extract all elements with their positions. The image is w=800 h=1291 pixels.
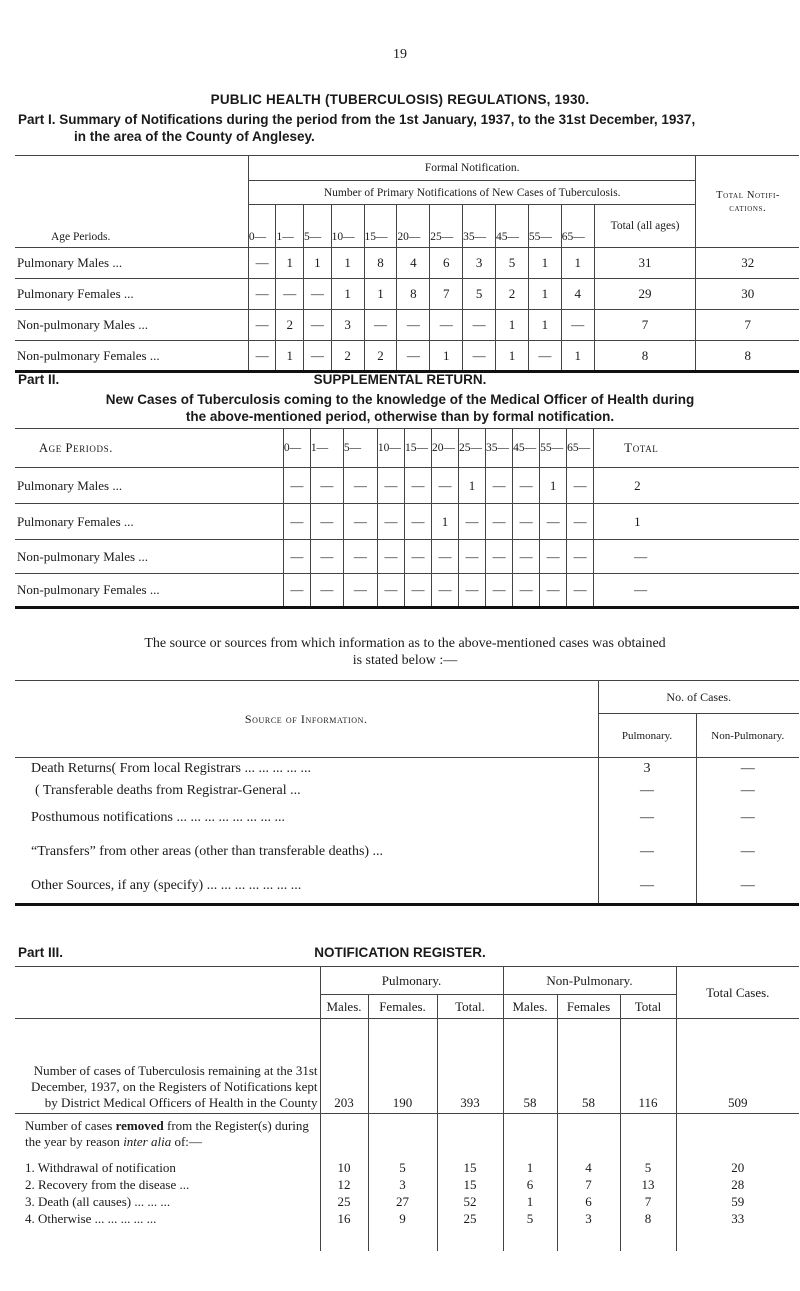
table-cell: — xyxy=(283,574,310,608)
age-periods-header: Age Periods. xyxy=(15,205,248,248)
table-cell: — xyxy=(486,468,513,504)
part2-subheading-cont: the above-mentioned period, otherwise than by formal notification. xyxy=(185,409,615,424)
age-header: 0— xyxy=(283,429,310,468)
non-pulmonary-cell: — xyxy=(740,782,755,798)
table-cell: 28 xyxy=(731,1177,745,1192)
table-cell: 25 xyxy=(320,1194,368,1211)
table-cell: — xyxy=(248,341,276,372)
table-cell: 1 xyxy=(503,1194,557,1211)
table-cell: 1 xyxy=(431,504,458,540)
table-cell: 5 xyxy=(503,1211,557,1251)
table-cell: 7 xyxy=(620,1194,676,1211)
table-cell: — xyxy=(513,504,540,540)
age-header: 35— xyxy=(486,429,513,468)
table-cell: 52 xyxy=(437,1194,503,1211)
table-cell: 15 xyxy=(437,1160,503,1177)
table-cell: — xyxy=(377,574,404,608)
table-cell: 1 xyxy=(528,248,561,279)
non-pulmonary-header: Non-Pulmonary. xyxy=(503,967,676,995)
table-cell: 3 xyxy=(331,310,364,341)
table-cell: — xyxy=(248,279,276,310)
notifications-cell: 8 xyxy=(744,347,751,363)
table-cell: 1 xyxy=(496,341,529,372)
table-cell: 3 xyxy=(463,248,496,279)
age-header: 25— xyxy=(430,205,463,248)
non-pulmonary-cell: — xyxy=(740,760,755,776)
total-cell: 2 xyxy=(634,477,641,493)
removed-row-label: 1. Withdrawal of notification xyxy=(15,1160,320,1177)
age-header: 5— xyxy=(343,429,377,468)
pulmonary-cell: — xyxy=(598,835,696,869)
table-cell: — xyxy=(310,468,343,504)
notifications-cell: 32 xyxy=(741,255,755,270)
table-cell: — xyxy=(404,468,431,504)
row-label: Pulmonary Females ... xyxy=(15,504,283,540)
table-cell: 5 xyxy=(368,1160,437,1177)
total-notifications-header: Total Notifications. xyxy=(716,189,780,214)
table-cell: — xyxy=(397,310,430,341)
table-cell: 2 xyxy=(276,310,304,341)
remaining-cell: 58 xyxy=(503,1019,557,1114)
table-cell: 16 xyxy=(320,1211,368,1251)
age-header: 0— xyxy=(248,205,276,248)
table-cell: 1 xyxy=(540,468,567,504)
table-cell: 33 xyxy=(731,1210,745,1226)
total-cell: 29 xyxy=(594,279,696,310)
no-of-cases-header: No. of Cases. xyxy=(598,681,799,714)
table-cell: — xyxy=(404,504,431,540)
total-header: Total. xyxy=(437,995,503,1019)
table-cell: — xyxy=(304,310,332,341)
table-cell: — xyxy=(567,540,594,574)
table-cell: 1 xyxy=(496,310,529,341)
table-cell: 5 xyxy=(496,248,529,279)
removed-row-label: 2. Recovery from the disease ... xyxy=(15,1177,320,1194)
table-cell: 1 xyxy=(528,310,561,341)
table-cell: 1 xyxy=(304,248,332,279)
table-cell: — xyxy=(431,468,458,504)
table-cell: 1 xyxy=(276,248,304,279)
table-cell: — xyxy=(310,540,343,574)
table-cell: 3 xyxy=(557,1211,620,1251)
notifications-cell: 30 xyxy=(741,286,755,301)
part3-label: Part III. xyxy=(18,945,64,960)
age-header: 5— xyxy=(304,205,332,248)
removed-bold: removed xyxy=(115,1118,164,1133)
table-cell: — xyxy=(463,341,496,372)
table-cell: 12 xyxy=(320,1177,368,1194)
table-cell: 1 xyxy=(430,341,463,372)
table-cell: — xyxy=(567,468,594,504)
pulmonary-cell: — xyxy=(598,869,696,905)
source-table xyxy=(15,680,799,906)
table-cell: — xyxy=(248,310,276,341)
formal-notification-header: Formal Notification. xyxy=(248,156,696,181)
females-header: Females. xyxy=(368,995,437,1019)
table-cell: 6 xyxy=(430,248,463,279)
row-label: Non-pulmonary Females ... xyxy=(15,341,248,372)
table-cell: 2 xyxy=(331,341,364,372)
source-row-label: Other Sources, if any (specify) ... ... ... ... ... ... ... xyxy=(31,877,302,893)
table-cell: 1 xyxy=(528,279,561,310)
table-cell: — xyxy=(377,504,404,540)
table-cell: 3 xyxy=(368,1177,437,1194)
table-cell: — xyxy=(459,540,486,574)
removed-text: of:— xyxy=(171,1134,202,1149)
primary-notifications-header: Number of Primary Notifications of New Cases of Tuberculosis. xyxy=(248,181,696,205)
age-header: 20— xyxy=(431,429,458,468)
table-cell: 1 xyxy=(561,341,594,372)
part2-heading: SUPPLEMENTAL RETURN. xyxy=(313,372,487,387)
removed-row-label: 4. Otherwise ... ... ... ... ... xyxy=(15,1211,320,1251)
table-cell: — xyxy=(377,468,404,504)
table-cell: — xyxy=(404,574,431,608)
remaining-cell: 116 xyxy=(620,1019,676,1114)
pulmonary-header: Pulmonary. xyxy=(320,967,503,995)
males-header: Males. xyxy=(503,995,557,1019)
table-cell: — xyxy=(248,248,276,279)
remaining-cell: 58 xyxy=(557,1019,620,1114)
table-cell: — xyxy=(304,279,332,310)
pulmonary-header: Pulmonary. xyxy=(598,714,696,758)
table-cell: — xyxy=(304,341,332,372)
age-header: 1— xyxy=(276,205,304,248)
table-cell: — xyxy=(431,540,458,574)
remaining-cell: 393 xyxy=(437,1019,503,1114)
table-cell: — xyxy=(404,540,431,574)
removed-text: from the Register(s) during the year by reason xyxy=(25,1118,309,1149)
non-pulmonary-header: Non-Pulmonary. xyxy=(711,729,785,742)
remaining-cell: 203 xyxy=(320,1019,368,1114)
table-cell: 1 xyxy=(561,248,594,279)
remaining-cell: 190 xyxy=(368,1019,437,1114)
table-cell: 27 xyxy=(368,1194,437,1211)
females-header: Females xyxy=(557,995,620,1019)
part1-table xyxy=(15,155,799,373)
table-cell: — xyxy=(343,574,377,608)
table-cell: 5 xyxy=(463,279,496,310)
table-cell: 4 xyxy=(557,1160,620,1177)
source-row-label: Death Returns( From local Registrars ... ... ... ... ... xyxy=(31,760,311,776)
age-header: 65— xyxy=(567,429,594,468)
row-label: Non-pulmonary Males ... xyxy=(15,310,248,341)
table-cell: — xyxy=(513,468,540,504)
table-cell: — xyxy=(343,540,377,574)
age-header: 35— xyxy=(463,205,496,248)
table-cell: — xyxy=(310,574,343,608)
table-cell: — xyxy=(528,341,561,372)
table-cell: — xyxy=(276,279,304,310)
table-cell: — xyxy=(540,540,567,574)
non-pulmonary-cell: — xyxy=(740,843,755,859)
pulmonary-cell: — xyxy=(598,780,696,802)
total-cell: 1 xyxy=(634,513,641,529)
table-cell: — xyxy=(567,574,594,608)
table-cell: — xyxy=(430,310,463,341)
total-cell: — xyxy=(634,582,648,597)
table-cell: — xyxy=(459,504,486,540)
table-cell: — xyxy=(540,504,567,540)
total-cases-header: Total Cases. xyxy=(706,984,770,1000)
row-label: Non-pulmonary Males ... xyxy=(15,540,283,574)
table-cell: — xyxy=(513,574,540,608)
males-header: Males. xyxy=(320,995,368,1019)
pulmonary-cell: 3 xyxy=(598,758,696,780)
table-cell: — xyxy=(364,310,397,341)
table-cell: 7 xyxy=(557,1177,620,1194)
table-cell: 6 xyxy=(503,1177,557,1194)
table-cell: — xyxy=(486,574,513,608)
table-cell: — xyxy=(486,504,513,540)
table-cell: 8 xyxy=(620,1211,676,1251)
row-label: Pulmonary Females ... xyxy=(15,279,248,310)
pulmonary-cell: — xyxy=(598,802,696,835)
source-row-label: Posthumous notifications ... ... ... ... ... ... ... ... xyxy=(31,810,285,825)
age-header: 55— xyxy=(540,429,567,468)
non-pulmonary-cell: — xyxy=(740,877,755,893)
table-cell: — xyxy=(283,468,310,504)
table-cell: 1 xyxy=(331,279,364,310)
table-cell: — xyxy=(310,504,343,540)
table-cell: 4 xyxy=(561,279,594,310)
source-row-label: “Transfers” from other areas (other than transferable deaths) ... xyxy=(31,843,384,859)
table-cell: 8 xyxy=(364,248,397,279)
table-cell: — xyxy=(561,310,594,341)
age-header: 10— xyxy=(331,205,364,248)
age-header: 20— xyxy=(397,205,430,248)
table-cell: — xyxy=(283,540,310,574)
part2-table xyxy=(15,428,799,609)
part1-heading-cont: in the area of the County of Anglesey. xyxy=(74,129,315,144)
removed-row-label: 3. Death (all causes) ... ... ... xyxy=(15,1194,320,1211)
source-note-cont: is stated below :— xyxy=(352,653,458,668)
total-all-ages-header: Total (all ages) xyxy=(594,205,696,248)
part3-heading: NOTIFICATION REGISTER. xyxy=(314,945,486,960)
part2-label: Part II. xyxy=(18,372,60,387)
table-cell: 20 xyxy=(731,1160,745,1175)
non-pulmonary-cell: — xyxy=(740,810,755,825)
table-cell: 25 xyxy=(437,1211,503,1251)
table-cell: — xyxy=(283,504,310,540)
age-header: 65— xyxy=(561,205,594,248)
table-cell: 7 xyxy=(430,279,463,310)
table-cell: 59 xyxy=(731,1194,745,1209)
table-cell: 13 xyxy=(620,1177,676,1194)
total-cell: — xyxy=(634,548,648,564)
age-header: 15— xyxy=(404,429,431,468)
table-cell: 1 xyxy=(331,248,364,279)
table-cell: — xyxy=(463,310,496,341)
row-label: Pulmonary Males ... xyxy=(15,248,248,279)
table-cell: 1 xyxy=(459,468,486,504)
table-cell: 8 xyxy=(397,279,430,310)
age-header: 10— xyxy=(377,429,404,468)
total-header: Total xyxy=(620,995,676,1019)
table-cell: 10 xyxy=(320,1160,368,1177)
age-periods-header: Age Periods. xyxy=(15,429,283,468)
source-header: Source of Information. xyxy=(15,681,598,758)
page-title: PUBLIC HEALTH (TUBERCULOSIS) REGULATIONS, 1930. xyxy=(210,92,590,107)
notifications-cell: 7 xyxy=(744,317,751,332)
table-cell: — xyxy=(343,504,377,540)
part2-subheading: New Cases of Tuberculosis coming to the knowledge of the Medical Officer of Health during xyxy=(105,392,695,407)
age-header: 45— xyxy=(513,429,540,468)
removed-italic: inter alia xyxy=(123,1134,172,1149)
table-cell: 2 xyxy=(364,341,397,372)
part3-table xyxy=(15,966,799,1251)
table-cell: 1 xyxy=(364,279,397,310)
table-cell: — xyxy=(540,574,567,608)
table-cell: — xyxy=(397,341,430,372)
part1-heading: Part I. Summary of Notifications during the period from the 1st January, 1937, to the 31st December, 1937, xyxy=(18,112,696,127)
removed-text: Number of cases xyxy=(25,1118,116,1133)
remaining-label: Number of cases of Tuberculosis remaining at the 31st December, 1937, on the Registers of Notifications kept by District Medical Officers of Health in the County xyxy=(15,1019,320,1114)
table-cell: — xyxy=(431,574,458,608)
table-cell: — xyxy=(377,540,404,574)
row-label: Non-pulmonary Females ... xyxy=(15,574,283,608)
age-header: 55— xyxy=(528,205,561,248)
source-row-label: ( Transferable deaths from Registrar-General ... xyxy=(35,782,301,798)
total-header: Total xyxy=(624,440,659,455)
table-cell: 5 xyxy=(620,1160,676,1177)
removed-label xyxy=(15,1114,320,1160)
age-header: 1— xyxy=(310,429,343,468)
table-cell: — xyxy=(567,504,594,540)
table-cell: 2 xyxy=(496,279,529,310)
total-cell: 31 xyxy=(594,248,696,279)
row-label: Pulmonary Males ... xyxy=(15,468,283,504)
table-cell: 1 xyxy=(503,1160,557,1177)
age-header: 45— xyxy=(496,205,529,248)
table-cell: 6 xyxy=(557,1194,620,1211)
table-cell: 15 xyxy=(437,1177,503,1194)
total-cell: 8 xyxy=(594,341,696,372)
table-cell: 9 xyxy=(368,1211,437,1251)
table-cell: — xyxy=(513,540,540,574)
remaining-total-cell: 509 xyxy=(728,1095,748,1110)
source-note: The source or sources from which information as to the above-mentioned cases was obtained xyxy=(144,636,666,651)
total-cell: 7 xyxy=(594,310,696,341)
table-cell: 1 xyxy=(276,341,304,372)
table-cell: 4 xyxy=(397,248,430,279)
table-cell: — xyxy=(459,574,486,608)
age-header: 15— xyxy=(364,205,397,248)
table-cell: — xyxy=(486,540,513,574)
page-number: 19 xyxy=(393,47,407,62)
age-header: 25— xyxy=(459,429,486,468)
table-cell: — xyxy=(343,468,377,504)
